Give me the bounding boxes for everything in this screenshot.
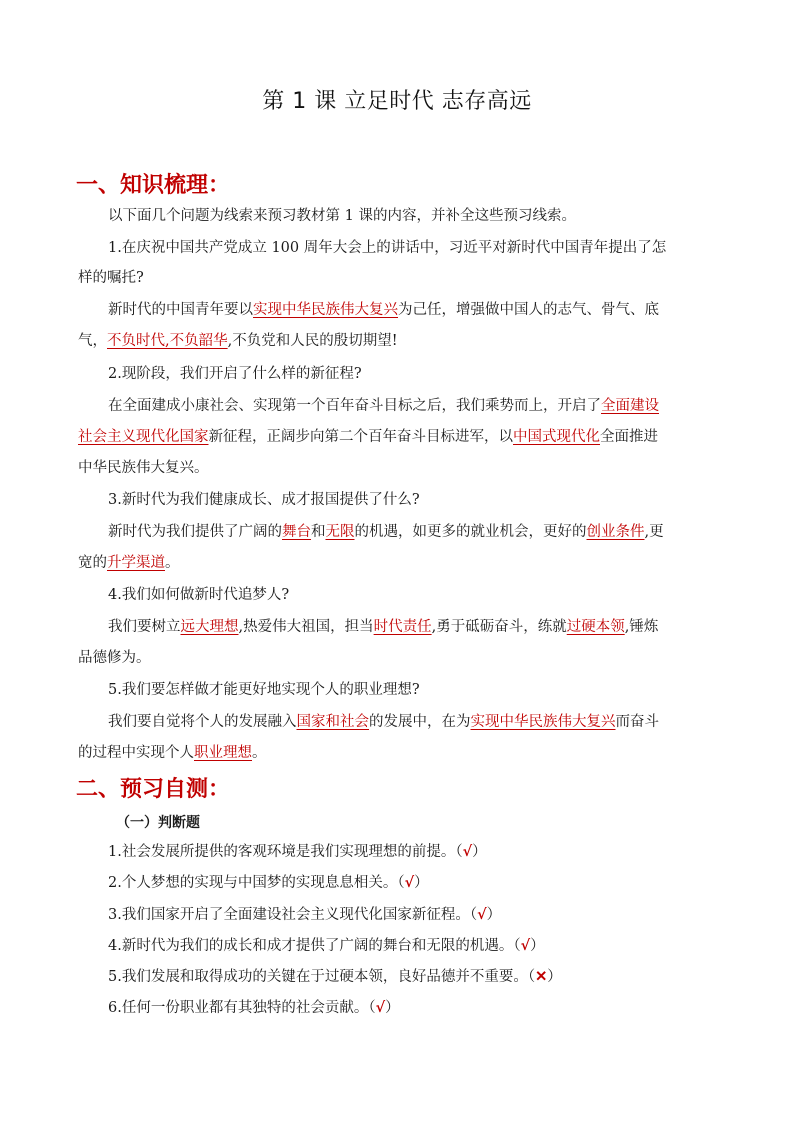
answer-fill: 实现中华民族伟大复兴: [470, 714, 616, 730]
answer-text: 我们要树立: [108, 619, 181, 635]
section-heading-self-test: 二、预习自测：: [76, 776, 231, 802]
judge-item-6: [108, 998, 720, 1018]
answer-2-line-2: [78, 427, 720, 447]
answer-text: ,热爱伟大祖国，担当: [238, 619, 374, 635]
judge-item-1: [108, 842, 720, 862]
answer-text: 的发展中，在为: [369, 714, 471, 730]
answer-text: 新时代为我们提供了广阔的: [108, 524, 282, 540]
question-5: 5.我们要怎样做才能更好地实现个人的职业理想?: [108, 682, 420, 698]
check-icon: √: [462, 843, 473, 860]
subheading-true-false: （一）判断题: [116, 815, 200, 831]
judge-item-3: [108, 905, 720, 925]
answer-text: ,不负党和人民的殷切期望!: [227, 333, 398, 349]
cross-icon: ✕: [535, 968, 548, 985]
answer-text: 而奋斗: [615, 714, 659, 730]
judge-close: ）: [547, 969, 562, 985]
check-icon: √: [477, 906, 487, 923]
judge-text: 1.社会发展所提供的客观环境是我们实现理想的前提。（: [108, 844, 463, 860]
answer-3-line-2: [78, 553, 720, 573]
answer-text: 的机遇，如更多的就业机会，更好的: [354, 524, 587, 540]
answer-fill: 远大理想: [180, 619, 239, 635]
answer-fill: 无限: [325, 524, 355, 540]
answer-text: 新时代的中国青年要以: [108, 302, 253, 318]
answer-text: 宽的: [78, 555, 107, 571]
answer-fill: 过硬本领: [566, 619, 625, 635]
section-heading-knowledge: 一、知识梳理：: [76, 172, 231, 198]
judge-close: ）: [472, 844, 487, 860]
answer-2-line-3: 中华民族伟大复兴。: [78, 460, 209, 476]
answer-4-line-1: [108, 617, 720, 637]
judge-close: ）: [486, 907, 502, 923]
judge-item-4: [108, 936, 720, 956]
judge-close: ）: [530, 938, 545, 954]
judge-text: 5.我们发展和取得成功的关键在于过硬本领，良好品德并不重要。（: [108, 969, 536, 985]
judge-item-5: [108, 967, 720, 987]
question-1-line-1: 1.在庆祝中国共产党成立 100 周年大会上的讲话中，习近平对新时代中国青年提出了怎: [108, 240, 667, 256]
question-2: 2.现阶段，我们开启了什么样的新征程?: [108, 366, 362, 382]
judge-text: 4.新时代为我们的成长和成才提供了广阔的舞台和无限的机遇。（: [108, 938, 521, 954]
answer-text: 的过程中实现个人: [78, 745, 194, 761]
answer-fill: 创业条件: [586, 524, 645, 540]
answer-fill: 不负时代,不负韶华: [107, 333, 228, 349]
judge-text: 6.任何一份职业都有其独特的社会贡献。（: [108, 1000, 376, 1016]
page-title: 第 1 课 立足时代 志存高远: [262, 89, 532, 114]
answer-fill: 时代责任: [373, 619, 432, 635]
question-3: 3.新时代为我们健康成长、成才报国提供了什么?: [108, 492, 420, 508]
answer-text: 在全面建成小康社会、实现第一个百年奋斗目标之后，我们乘势而上，开启了: [108, 398, 601, 414]
check-icon: √: [375, 999, 386, 1016]
judge-text: 3.我们国家开启了全面建设社会主义现代化国家新征程。（: [108, 907, 478, 923]
check-icon: √: [404, 874, 415, 891]
answer-text: 我们要自觉将个人的发展融入: [108, 714, 297, 730]
judge-close: ）: [385, 1000, 400, 1016]
answer-fill: 社会主义现代化国家: [78, 429, 209, 445]
answer-fill: 舞台: [282, 524, 311, 540]
answer-text: 新征程，正阔步向第二个百年奋斗目标进军，以: [208, 429, 513, 445]
answer-text: 全面推进: [600, 429, 658, 445]
answer-1-line-1: [108, 300, 720, 320]
answer-text: ,更: [644, 524, 664, 540]
answer-text: 。: [252, 745, 267, 761]
answer-text: ,勇于砥砺奋斗，练就: [431, 619, 567, 635]
answer-fill: 国家和社会: [296, 714, 369, 730]
judge-close: ）: [414, 875, 429, 891]
answer-text: 为己任，增强做中国人的志气、骨气、底: [398, 302, 659, 318]
judge-item-2: [108, 873, 720, 893]
answer-fill: 升学渠道: [107, 555, 165, 571]
check-icon: √: [520, 937, 531, 954]
answer-fill: 中国式现代化: [513, 429, 600, 445]
answer-fill: 全面建设: [601, 398, 659, 414]
answer-3-line-1: [108, 522, 720, 542]
question-4: 4.我们如何做新时代追梦人?: [108, 587, 290, 603]
answer-5-line-1: [108, 712, 720, 732]
answer-text: 和: [311, 524, 326, 540]
judge-text: 2.个人梦想的实现与中国梦的实现息息相关。（: [108, 875, 405, 891]
answer-text: 气，: [78, 333, 107, 349]
answer-fill: 职业理想: [194, 745, 252, 761]
answer-5-line-2: [78, 743, 720, 763]
answer-text: ,锤炼: [624, 619, 659, 635]
question-1-line-2: 样的嘱托?: [78, 270, 144, 286]
answer-text: 。: [165, 555, 180, 571]
answer-2-line-1: [108, 396, 720, 416]
answer-1-line-2: [78, 331, 720, 351]
answer-4-line-2: 品德修为。: [78, 650, 151, 666]
answer-fill: 实现中华民族伟大复兴: [253, 302, 398, 318]
intro-text: 以下面几个问题为线索来预习教材第 1 课的内容，并补全这些预习线索。: [108, 208, 576, 224]
